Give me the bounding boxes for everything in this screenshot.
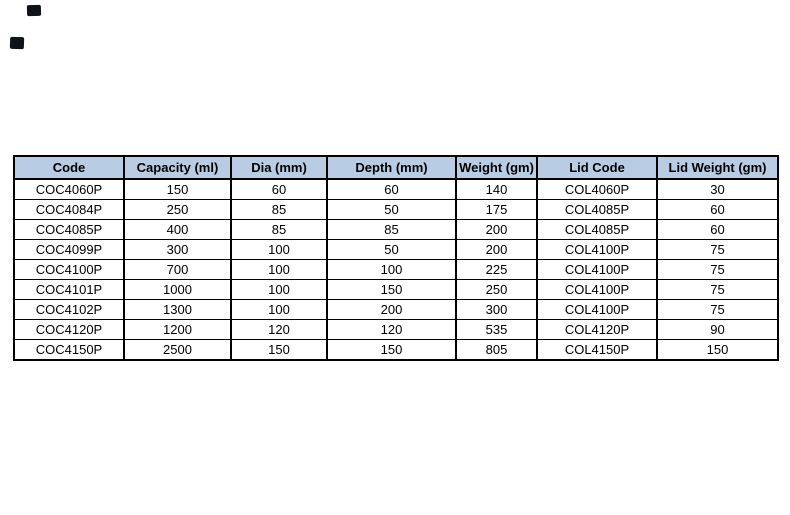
table-cell: 75	[657, 240, 778, 260]
header-row	[14, 156, 778, 179]
table-row	[14, 240, 778, 260]
table-cell: 75	[657, 300, 778, 320]
table-cell: COL4060P	[537, 179, 657, 200]
table-cell: 85	[327, 220, 456, 240]
table-cell: 60	[327, 179, 456, 200]
table-body	[14, 179, 778, 360]
column-header: Lid Weight (gm)	[657, 156, 778, 179]
table-cell: 225	[456, 260, 537, 280]
table-row	[14, 179, 778, 200]
table-cell: 150	[231, 340, 327, 361]
product-spec-table	[13, 155, 779, 361]
column-header: Lid Code	[537, 156, 657, 179]
table-cell: 120	[327, 320, 456, 340]
ink-mark-bottom	[10, 37, 24, 49]
table-cell: COL4085P	[537, 200, 657, 220]
table-row	[14, 340, 778, 361]
table-cell: 60	[231, 179, 327, 200]
table-cell: 30	[657, 179, 778, 200]
table-cell: 50	[327, 200, 456, 220]
table-cell: 85	[231, 200, 327, 220]
table-cell: COC4120P	[14, 320, 124, 340]
column-header: Depth (mm)	[327, 156, 456, 179]
table-cell: COC4060P	[14, 179, 124, 200]
table-cell: 75	[657, 280, 778, 300]
table-cell: 1200	[124, 320, 231, 340]
table-row	[14, 260, 778, 280]
table-cell: COL4120P	[537, 320, 657, 340]
table-row	[14, 280, 778, 300]
table-cell: 200	[327, 300, 456, 320]
table-cell: 75	[657, 260, 778, 280]
table-cell: 50	[327, 240, 456, 260]
column-header: Capacity (ml)	[124, 156, 231, 179]
table-cell: 150	[327, 340, 456, 361]
column-header: Code	[14, 156, 124, 179]
table-cell: 700	[124, 260, 231, 280]
table-cell: 2500	[124, 340, 231, 361]
table-cell: COL4150P	[537, 340, 657, 361]
table-cell: COL4085P	[537, 220, 657, 240]
table-row	[14, 320, 778, 340]
table-cell: 150	[327, 280, 456, 300]
table-cell: 1000	[124, 280, 231, 300]
table-cell: 1300	[124, 300, 231, 320]
table-cell: 100	[231, 280, 327, 300]
table-cell: 90	[657, 320, 778, 340]
table-cell: COC4100P	[14, 260, 124, 280]
table-cell: 250	[124, 200, 231, 220]
ink-mark-top	[27, 5, 41, 16]
table-cell: 60	[657, 220, 778, 240]
table-cell: COL4100P	[537, 280, 657, 300]
table-cell: COL4100P	[537, 240, 657, 260]
table-row	[14, 220, 778, 240]
table-cell: 100	[231, 300, 327, 320]
table-cell: 100	[231, 240, 327, 260]
table-row	[14, 200, 778, 220]
table-cell: COC4085P	[14, 220, 124, 240]
column-header: Dia (mm)	[231, 156, 327, 179]
table-cell: 535	[456, 320, 537, 340]
table-cell: 175	[456, 200, 537, 220]
table-cell: 805	[456, 340, 537, 361]
column-header: Weight (gm)	[456, 156, 537, 179]
table-cell: 250	[456, 280, 537, 300]
table-cell: 300	[124, 240, 231, 260]
table-cell: 60	[657, 200, 778, 220]
table-cell: 200	[456, 240, 537, 260]
table-cell: COC4084P	[14, 200, 124, 220]
table-cell: 400	[124, 220, 231, 240]
table-cell: 200	[456, 220, 537, 240]
table-cell: 85	[231, 220, 327, 240]
table-row	[14, 300, 778, 320]
table-cell: COC4099P	[14, 240, 124, 260]
table-cell: 100	[231, 260, 327, 280]
table-cell: 100	[327, 260, 456, 280]
table-cell: 120	[231, 320, 327, 340]
table-cell: 150	[124, 179, 231, 200]
table-cell: 150	[657, 340, 778, 361]
table-cell: COC4102P	[14, 300, 124, 320]
table-cell: COL4100P	[537, 260, 657, 280]
table-cell: COL4100P	[537, 300, 657, 320]
table-cell: 140	[456, 179, 537, 200]
table-cell: COC4150P	[14, 340, 124, 361]
table-cell: COC4101P	[14, 280, 124, 300]
table-cell: 300	[456, 300, 537, 320]
